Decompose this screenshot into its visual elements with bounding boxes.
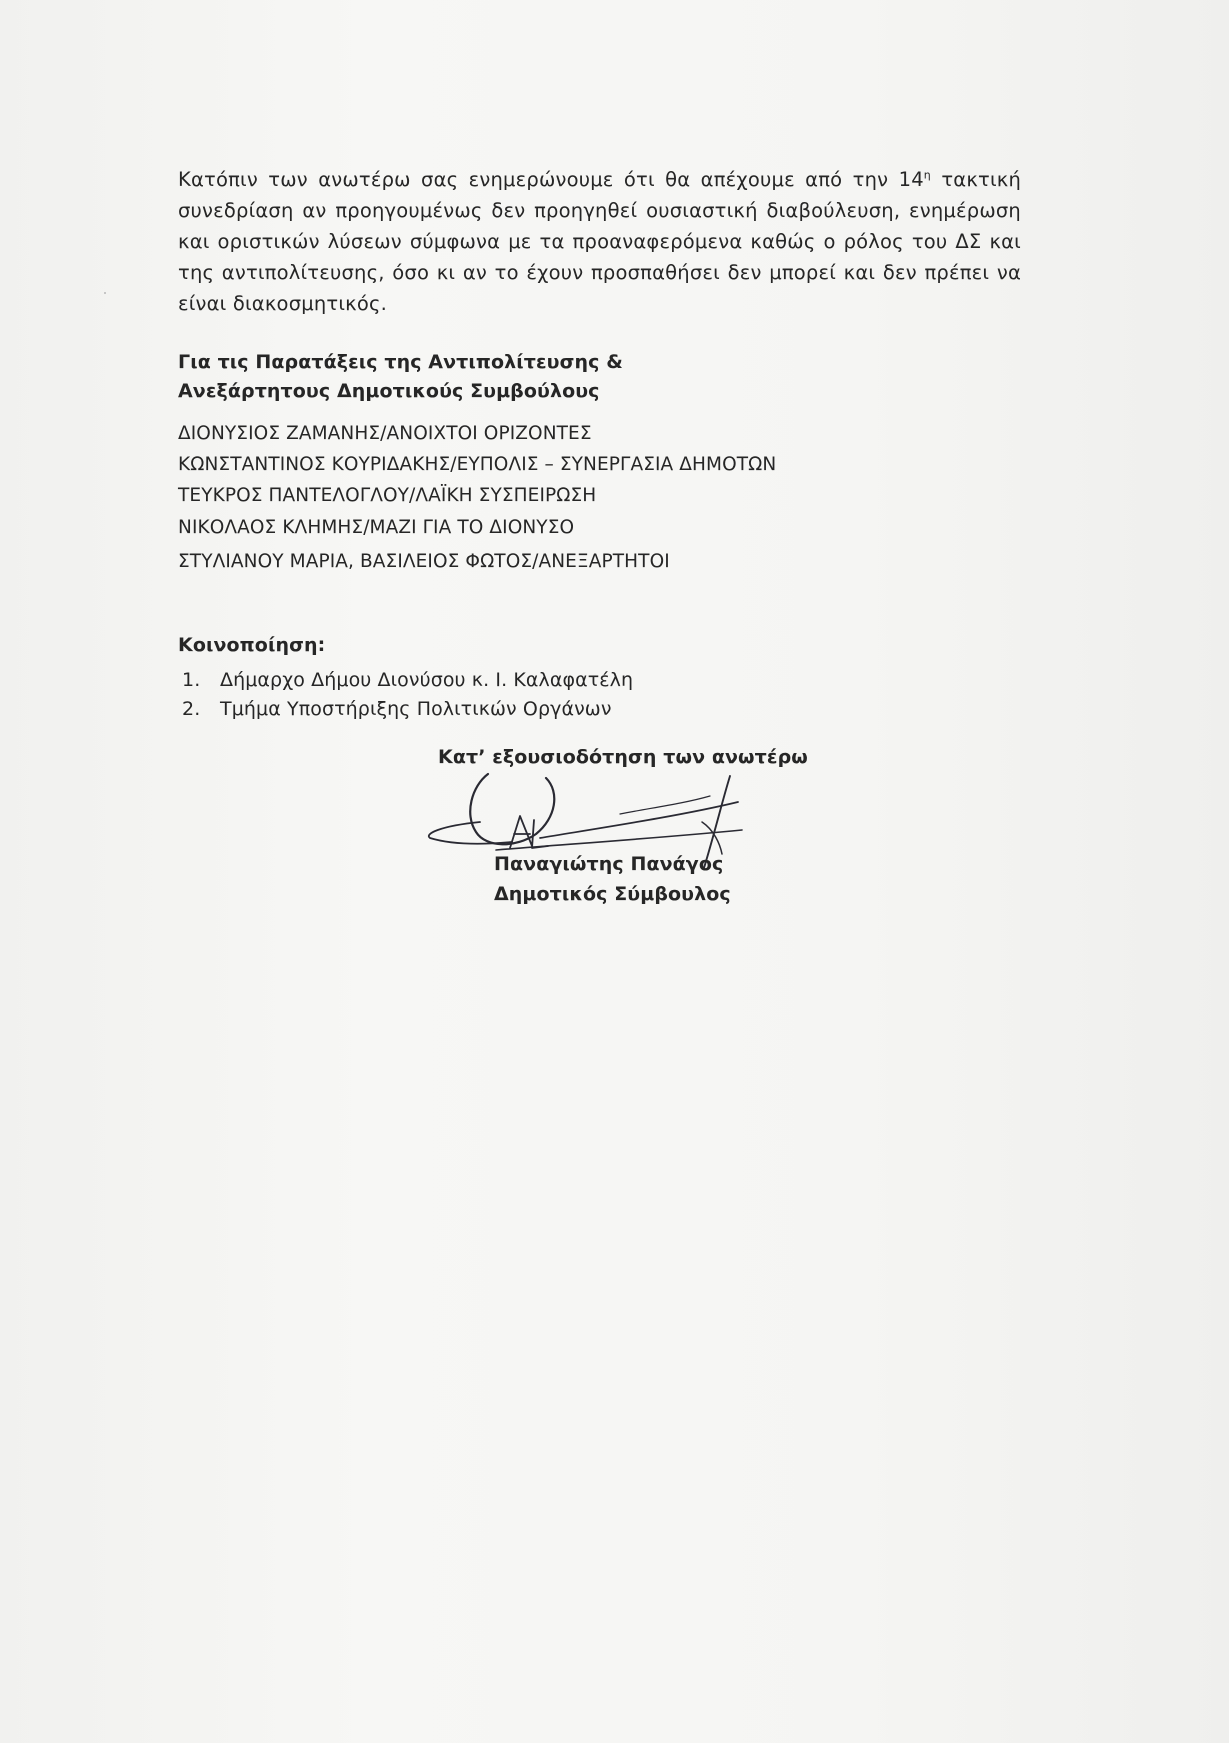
ordinal-superscript: η: [923, 168, 931, 182]
body-paragraph-rest: τακτική συνεδρίαση αν προηγουμένως δεν προηγηθεί ουσιαστική διαβούλευση, ενημέρωση και οριστικών λύσεων σύμφωνα με τα προαναφερόμενα καθώς ο ρόλος του ΔΣ και της αντιπολίτευσης, όσο κι αν το έχουν προσπαθήσει δεν μπορεί και δεν πρέπει να είναι διακοσμητικός.: [178, 168, 1021, 315]
signatory-5: ΣΤΥΛΙΑΝΟΥ ΜΑΡΙΑ, ΒΑΣΙΛΕΙΟΣ ΦΩΤΟΣ/ΑΝΕΞΑΡΤΗΤΟΙ: [178, 551, 670, 572]
signer-role: Δημοτικός Σύμβουλος: [494, 883, 731, 905]
cc-item-text: Δήμαρχο Δήμου Διονύσου κ. Ι. Καλαφατέλη: [220, 669, 634, 691]
cc-item-number: 1.: [182, 669, 201, 691]
scan-speck: [104, 292, 106, 294]
cc-item-number: 2.: [182, 698, 201, 720]
cc-title: Κοινοποίηση:: [178, 634, 326, 656]
signatories-heading-line1: Για τις Παρατάξεις της Αντιπολίτευσης &: [178, 351, 623, 373]
authorization-line: Κατ’ εξουσιοδότηση των ανωτέρω: [438, 746, 808, 768]
cc-item-2: [182, 695, 612, 723]
signatory-1: ΔΙΟΝΥΣΙΟΣ ΖΑΜΑΝΗΣ/ΑΝΟΙΧΤΟΙ ΟΡΙΖΟΝΤΕΣ: [178, 423, 592, 444]
signatory-3: ΤΕΥΚΡΟΣ ΠΑΝΤΕΛΟΓΛΟΥ/ΛΑΪΚΗ ΣΥΣΠΕΙΡΩΣΗ: [178, 485, 597, 506]
signatories-heading-line2: Ανεξάρτητους Δημοτικούς Συμβούλους: [178, 380, 600, 402]
signatory-2: ΚΩΝΣΤΑΝΤΙΝΟΣ ΚΟΥΡΙΔΑΚΗΣ/ΕΥΠΟΛΙΣ – ΣΥΝΕΡΓΑΣΙΑ ΔΗΜΟΤΩΝ: [178, 454, 777, 475]
cc-item-text: Τμήμα Υποστήριξης Πολιτικών Οργάνων: [220, 698, 612, 720]
signatory-4: ΝΙΚΟΛΑΟΣ ΚΛΗΜΗΣ/ΜΑΖΙ ΓΙΑ ΤΟ ΔΙΟΝΥΣΟ: [178, 517, 575, 538]
cc-item-1: [182, 666, 633, 694]
body-paragraph: [178, 164, 1021, 319]
signer-name: Παναγιώτης Πανάγος: [494, 853, 724, 875]
body-paragraph-start: Κατόπιν των ανωτέρω σας ενημερώνουμε ότι θα απέχουμε από την 14: [178, 168, 924, 191]
